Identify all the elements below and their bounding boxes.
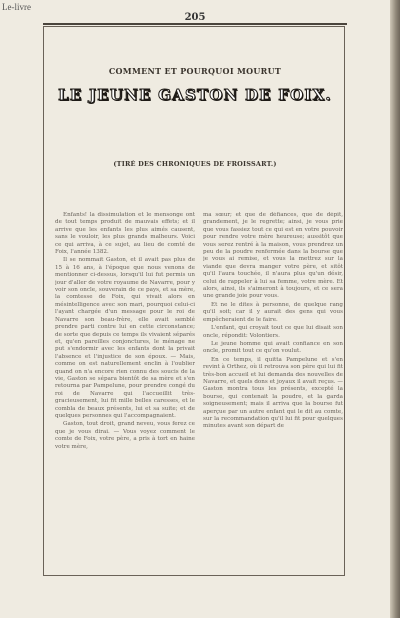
- article-kicker: COMMENT ET POURQUOI MOURUT: [108, 66, 282, 76]
- right-paragraph: L'enfant, qui croyait tout ce que lui disait son oncle, répondit: Volontiers.: [203, 325, 343, 339]
- left-paragraph: Enfants! la dissimulation et le mensonge ont de tout temps produit de mauvais effets; et il arrive que les enfants les plus aimés causent, sans le vouloir, les plus grands malheurs. Voici ce qui arriva, à ce sujet, au lieu de comté de Foix, l'année 1382.: [55, 212, 195, 256]
- left-column: [55, 212, 195, 552]
- top-rule: [43, 23, 347, 25]
- right-paragraph: Et ne le dites à personne, de quelque rang qu'il soit; car il y aurait des gens qui vous empêcheraient de le faire.: [203, 301, 343, 323]
- right-paragraph: En ce temps, il quitta Pampelune et s'en revint à Orthez, où il retrouva son père qui lui fit très-bon accueil et lui demanda des nouvelles de Navarre, et quels dons et joyaux il avait reçus. — Gaston montra tous les présents, excepté la bourse, qui contenait la poudre, et la garda soigneusement; mais il arriva que la bourse fut aperçue par un autre enfant qui le dit au comte, sur la recommandation qu'il lui fit pour quelques minutes avant son départ de: [203, 356, 343, 430]
- left-paragraph: Gaston, tout droit, grand neveu, vous ferez ce que je vous dirai. — Vous voyez comment le comte de Foix, votre père, a pris à tort en haine votre mère,: [55, 421, 195, 450]
- watermark: Le-livre: [2, 2, 31, 12]
- left-paragraph: Il se nommait Gaston, et il avait pas plus de 15 à 16 ans, à l'époque que nous venons de mentionner ci-dessus, lorsqu'il lui fut permis un jour d'aller de votre royaume de Navarre, pour y voir son oncle, souverain de ce pays, et sa mère, la comtesse de Foix, qui vivait alors en mésintelligence avec son mari, pourquoi celui-ci l'ayant chargée d'un message pour le roi de Navarre son beau-frère, elle avait semblé prendre parti contre lui en cette circonstance; de sorte que depuis ce temps ils vivaient séparés et, qu'en pareilles conjonctures, le ménage ne put s'endormir avec les enfants dont la privait l'absence et l'injustice de son époux. — Mais, comme on est naturellement enclin à l'oublier quand on n'a encore rien connu des soucis de la vie, Gaston se sépara bientôt de sa mère et s'en retourna par Pampelune, pour prendre congé du roi de Navarre qui l'accueillit très-gracieusement, lui fit mille belles caresses, et le combla de beaux présents, lui et sa suite; et de quelques personnes qui l'accompagnaient.: [55, 257, 195, 419]
- article-source: (TIRÉ DES CHRONIQUES DE FROISSART.): [113, 160, 277, 168]
- right-paragraph: Le jeune homme qui avait confiance en son oncle, promit tout ce qu'on voulut.: [203, 340, 343, 355]
- article-headline: LE JEUNE GASTON DE FOIX.: [58, 86, 332, 104]
- right-column: [203, 212, 343, 552]
- right-paragraph: ma sœur; et que de défiances, que de dépit, grandement, je le regrette; ainsi, je vous prie que vous fassiez tout ce qui est en votre pouvoir pour rendre votre mère heureuse; aussitôt que vous serez rentré à la maison, vous prendrez un peu de la poudre renfermée dans la bourse que je vous ai remise, et vous la mettrez sur la viande que devra manger votre père, et sitôt qu'il l'aura touchée, il n'aura plus qu'un désir, celui de rappeler à lui sa femme, votre mère. Et alors, ainsi, ils s'aimeront à toujours, et ce sera une grande joie pour vous.: [203, 212, 343, 300]
- page-number: 205: [184, 12, 206, 23]
- book-binding: [390, 0, 400, 618]
